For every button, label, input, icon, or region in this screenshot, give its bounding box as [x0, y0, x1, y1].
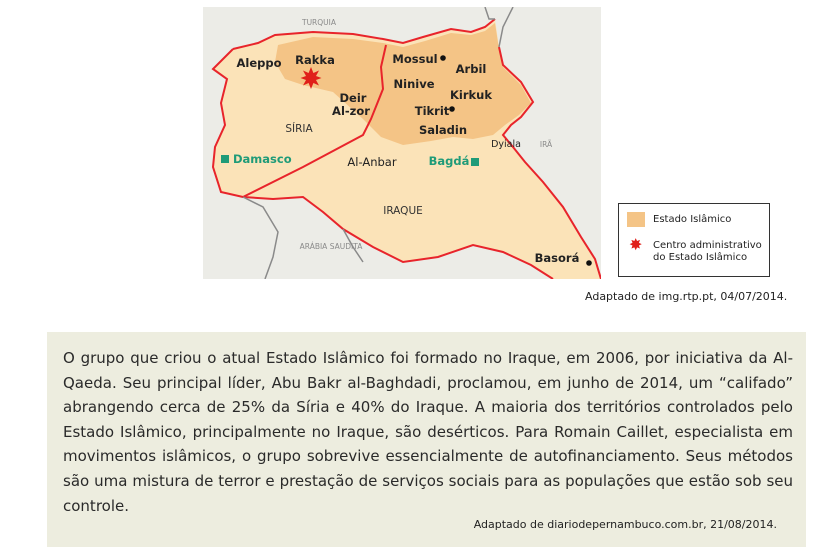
label-siria: SÍRIA [285, 123, 313, 135]
text-box [47, 332, 806, 547]
bagda-marker [471, 158, 479, 166]
label-tikrit: Tikrit [414, 104, 450, 118]
legend-item-admin-center [653, 240, 765, 264]
label-al-anbar: Al-Anbar [347, 155, 397, 169]
map-figure [203, 7, 601, 279]
label-ira: IRÃ [539, 140, 553, 149]
label-basora: Basorá [534, 251, 580, 265]
label-damasco: Damasco [233, 152, 292, 166]
label-bagda: Bagdá [428, 154, 470, 168]
label-deir: Deir [339, 91, 367, 105]
label-arbil: Arbil [455, 62, 487, 76]
label-ninive: Ninive [393, 77, 435, 91]
label-mossul: Mossul [392, 52, 438, 66]
label-iraque: IRAQUE [383, 205, 423, 217]
tikrit-dot [449, 106, 455, 112]
legend-item-islamic-state: Estado Islâmico [653, 214, 732, 225]
label-dyiala: Dyiala [491, 139, 521, 150]
label-turquia: TURQUIA [301, 18, 337, 27]
legend-admin-line1: Centro administrativo [653, 240, 762, 251]
label-aleppo: Aleppo [236, 56, 282, 70]
legend-admin-line2: do Estado Islâmico [653, 252, 748, 263]
legend-swatch-islamic-state [627, 212, 645, 227]
map-legend [618, 203, 770, 277]
label-kirkuk: Kirkuk [449, 88, 493, 102]
basora-dot [586, 260, 592, 266]
label-rakka: Rakka [295, 53, 335, 67]
legend-star-icon: ✸ [629, 235, 643, 254]
label-al-zor: Al-zor [332, 104, 370, 118]
mossul-dot [440, 55, 446, 61]
label-saladin: Saladin [418, 123, 468, 137]
text-paragraph: O grupo que criou o atual Estado Islâmico foi formado no Iraque, em 2006, por iniciativa da Al-Qaeda. Seu principal líder, Abu Bakr al-Baghdadi, proclamou, em junho de 2014, um “califado” abrangendo cerca de 25% da Síria e 40% do Iraque. A maioria dos territórios controlados pelo Estado Islâmico, principalmente no Iraque, são desérticos. Para Romain Caillet, especialista em movimentos islâmicos, o grupo sobrevive essencialmente de autofinanciamento. Seus métodos são uma mistura de terror e prestação de serviços sociais para as populações que estão sob seu controle. [63, 349, 793, 515]
map-source: Adaptado de img.rtp.pt, 04/07/2014. [585, 290, 788, 303]
map-svg [203, 7, 601, 279]
text-source: Adaptado de diariodepernambuco.com.br, 21/08/2014. [473, 518, 777, 531]
label-arabia-saudita: ARÁBIA SAUDITA [299, 242, 363, 251]
damasco-marker [221, 155, 229, 163]
